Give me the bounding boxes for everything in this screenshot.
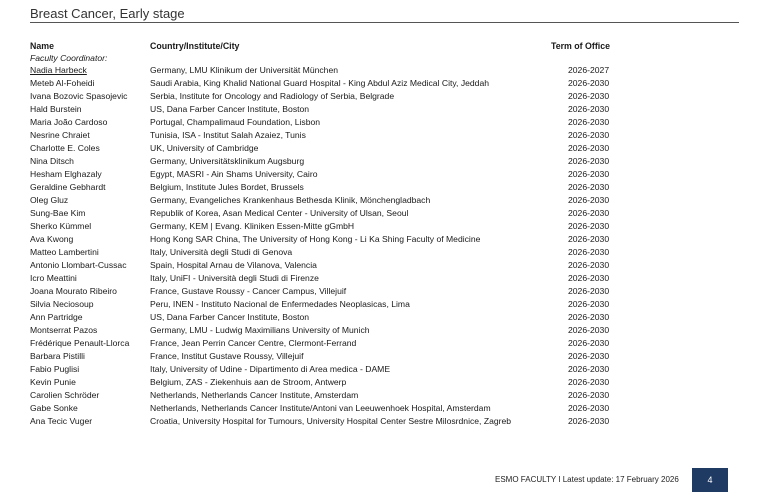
table-row xyxy=(30,220,730,233)
member-name: Kevin Punie xyxy=(30,377,76,387)
table-row xyxy=(30,194,730,207)
member-institute: Egypt, MASRI - Ain Shams University, Cairo xyxy=(150,169,318,179)
table-row xyxy=(30,116,730,129)
table-row xyxy=(30,389,730,402)
table-row xyxy=(30,246,730,259)
member-name: Montserrat Pazos xyxy=(30,325,98,335)
member-name: Sherko Kümmel xyxy=(30,221,92,231)
member-term: 2026-2030 xyxy=(568,247,610,257)
member-name: Antonio Llombart-Cussac xyxy=(30,260,127,270)
member-institute: Serbia, Institute for Oncology and Radiology of Serbia, Belgrade xyxy=(150,91,395,101)
member-institute: Belgium, ZAS - Ziekenhuis aan de Stroom, Antwerp xyxy=(150,377,347,387)
member-institute: UK, University of Cambridge xyxy=(150,143,259,153)
table-row xyxy=(30,207,730,220)
table-row xyxy=(30,64,730,77)
table-row xyxy=(30,129,730,142)
member-term: 2026-2030 xyxy=(568,221,610,231)
member-institute: US, Dana Farber Cancer Institute, Boston xyxy=(150,312,310,322)
member-term: 2026-2030 xyxy=(568,208,610,218)
member-name: Sung-Bae Kim xyxy=(30,208,86,218)
member-name: Hesham Elghazaly xyxy=(30,169,102,179)
member-term: 2026-2030 xyxy=(568,78,610,88)
member-term: 2026-2030 xyxy=(568,91,610,101)
member-term: 2026-2030 xyxy=(568,377,610,387)
page-title: Breast Cancer, Early stage xyxy=(30,6,185,21)
member-name: Nesrine Chraiet xyxy=(30,130,90,140)
member-name: Silvia Neciosoup xyxy=(30,299,94,309)
member-name: Ivana Bozovic Spasojevic xyxy=(30,91,128,101)
member-term: 2026-2030 xyxy=(568,260,610,270)
member-name: Maria João Cardoso xyxy=(30,117,108,127)
member-term: 2026-2030 xyxy=(568,195,610,205)
table-row xyxy=(30,142,730,155)
member-institute: Germany, LMU Klinikum der Universität München xyxy=(150,65,339,75)
member-institute: Italy, UniFI - Università degli Studi di Firenze xyxy=(150,273,319,283)
member-institute: Peru, INEN - Instituto Nacional de Enfermedades Neoplasicas, Lima xyxy=(150,299,410,309)
member-institute: Spain, Hospital Arnau de Vilanova, Valencia xyxy=(150,260,317,270)
member-name: Nina Ditsch xyxy=(30,156,74,166)
table-row xyxy=(30,298,730,311)
member-institute: Saudi Arabia, King Khalid National Guard Hospital - King Abdul Aziz Medical City, Jeddah xyxy=(150,78,490,88)
member-institute: Hong Kong SAR China, The University of Hong Kong - Li Ka Shing Faculty of Medicine xyxy=(150,234,481,244)
table-row xyxy=(30,415,730,428)
member-name: Hald Burstein xyxy=(30,104,82,114)
member-name: Joana Mourato Ribeiro xyxy=(30,286,117,296)
table-row xyxy=(30,103,730,116)
member-name: Icro Meattini xyxy=(30,273,77,283)
title-divider xyxy=(30,22,739,23)
member-term: 2026-2030 xyxy=(568,143,610,153)
table-row xyxy=(30,350,730,363)
header-name: Name xyxy=(30,41,54,51)
member-institute: Portugal, Champalimaud Foundation, Lisbon xyxy=(150,117,321,127)
member-name: Matteo Lambertini xyxy=(30,247,99,257)
member-term: 2026-2030 xyxy=(568,182,610,192)
member-institute: Germany, KEM | Evang. Kliniken Essen-Mitte gGmbH xyxy=(150,221,355,231)
member-institute: France, Institut Gustave Roussy, Villejuif xyxy=(150,351,304,361)
member-term: 2026-2030 xyxy=(568,364,610,374)
member-term: 2026-2030 xyxy=(568,351,610,361)
member-name: Fabio Puglisi xyxy=(30,364,80,374)
header-term: Term of Office xyxy=(551,41,610,51)
table-row xyxy=(30,233,730,246)
member-term: 2026-2030 xyxy=(568,104,610,114)
member-term: 2026-2027 xyxy=(568,65,610,75)
member-institute: Republik of Korea, Asan Medical Center - University of Ulsan, Seoul xyxy=(150,208,409,218)
table-row xyxy=(30,259,730,272)
member-term: 2026-2030 xyxy=(568,156,610,166)
faculty-table xyxy=(30,40,730,428)
table-row xyxy=(30,324,730,337)
member-name[interactable]: Nadia Harbeck xyxy=(30,65,87,75)
coordinator-label: Faculty Coordinator: xyxy=(30,53,108,63)
table-row xyxy=(30,337,730,350)
member-term: 2026-2030 xyxy=(568,338,610,348)
table-row xyxy=(30,90,730,103)
member-term: 2026-2030 xyxy=(568,403,610,413)
table-row xyxy=(30,181,730,194)
member-term: 2026-2030 xyxy=(568,130,610,140)
member-term: 2026-2030 xyxy=(568,416,610,426)
member-name: Ava Kwong xyxy=(30,234,74,244)
member-institute: France, Gustave Roussy - Cancer Campus, Villejuif xyxy=(150,286,347,296)
member-name: Charlotte E. Coles xyxy=(30,143,100,153)
member-term: 2026-2030 xyxy=(568,312,610,322)
table-row xyxy=(30,285,730,298)
member-term: 2026-2030 xyxy=(568,286,610,296)
table-row xyxy=(30,311,730,324)
member-institute: Belgium, Institute Jules Bordet, Brussels xyxy=(150,182,304,192)
member-term: 2026-2030 xyxy=(568,273,610,283)
table-row xyxy=(30,363,730,376)
member-name: Frédérique Penault-Llorca xyxy=(30,338,130,348)
member-name: Meteb Al-Foheidi xyxy=(30,78,95,88)
member-institute: Italy, University of Udine - Dipartimento di Area medica - DAME xyxy=(150,364,391,374)
member-name: Barbara Pistilli xyxy=(30,351,85,361)
table-row xyxy=(30,77,730,90)
member-name: Oleg Gluz xyxy=(30,195,69,205)
member-name: Gabe Sonke xyxy=(30,403,78,413)
table-row xyxy=(30,272,730,285)
member-term: 2026-2030 xyxy=(568,325,610,335)
member-institute: Croatia, University Hospital for Tumours, University Hospital Center Sestre Milosrdnice, Zagreb xyxy=(150,416,512,426)
member-institute: US, Dana Farber Cancer Institute, Boston xyxy=(150,104,310,114)
member-institute: Netherlands, Netherlands Cancer Institute/Antoni van Leeuwenhoek Hospital, Amsterdam xyxy=(150,403,491,413)
member-institute: Netherlands, Netherlands Cancer Institute, Amsterdam xyxy=(150,390,359,400)
member-name: Ann Partridge xyxy=(30,312,83,322)
header-institute: Country/Institute/City xyxy=(150,41,240,51)
member-term: 2026-2030 xyxy=(568,299,610,309)
page-number: 4 xyxy=(692,468,728,492)
table-header xyxy=(30,40,730,53)
member-term: 2026-2030 xyxy=(568,390,610,400)
table-row xyxy=(30,402,730,415)
footer-text: ESMO FACULTY I Latest update: 17 February 2026 xyxy=(495,475,679,484)
member-institute: Tunisia, ISA - Institut Salah Azaiez, Tunis xyxy=(150,130,306,140)
member-term: 2026-2030 xyxy=(568,234,610,244)
table-row xyxy=(30,376,730,389)
table-body xyxy=(30,64,730,428)
member-name: Ana Tecic Vuger xyxy=(30,416,93,426)
member-name: Geraldine Gebhardt xyxy=(30,182,106,192)
table-row xyxy=(30,155,730,168)
member-term: 2026-2030 xyxy=(568,117,610,127)
table-row xyxy=(30,168,730,181)
member-institute: France, Jean Perrin Cancer Centre, Clermont-Ferrand xyxy=(150,338,357,348)
member-institute: Italy, Università degli Studi di Genova xyxy=(150,247,293,257)
member-institute: Germany, LMU - Ludwig Maximilians University of Munich xyxy=(150,325,370,335)
member-institute: Germany, Evangeliches Krankenhaus Bethesda Klinik, Mönchengladbach xyxy=(150,195,431,205)
member-institute: Germany, Universitätsklinikum Augsburg xyxy=(150,156,305,166)
member-name: Carolien Schröder xyxy=(30,390,100,400)
member-term: 2026-2030 xyxy=(568,169,610,179)
